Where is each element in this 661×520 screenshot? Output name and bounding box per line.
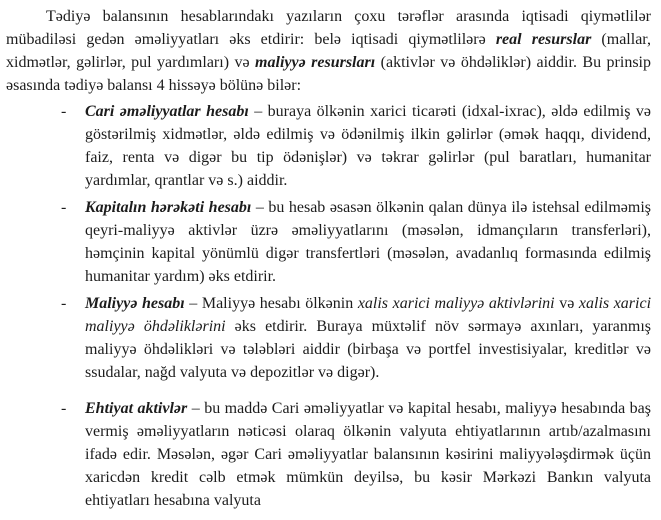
list-item-text: Maliyyə hesabı – Maliyyə hesabı ölkənin xalis xarici maliyyə aktivlərini və xalis xarici maliyyə öhdəliklərini əks etdirir. Buraya müxtəlif növ sərmayə axınları, yaranmış maliyyə öhdəlikləri və tələbləri aiddir (birbaşa və portfel investisiyalar, kreditlər və ssudalar, nağd valyuta və depozitlər və digər). (85, 295, 652, 381)
list-item-ehtiyat-aktivler (61, 397, 651, 512)
bullet-dash-icon: - (61, 199, 67, 216)
intro-paragraph: Tədiyə balansının hesablarındakı yazıların çoxu tərəflər arasında iqtisadi qiymətlilər mübadiləsi gedən əməliyyatları əks etdirir: belə iqtisadi qiymətlilərə real resurslar (mallar, xidmətlər, gəlirlər, pul yardımları) və maliyyə resursları (aktivlər və öhdəliklər) aiddir. Bu prinsip əsasında tədiyə balansı 4 hissəyə bölünə bilər: (6, 8, 651, 94)
bullet-list (6, 100, 651, 512)
bullet-dash-icon: - (61, 295, 67, 312)
list-item-cari-emeliyyatlar (61, 100, 652, 192)
list-item-text: Cari əməliyyatlar hesabı – buraya ölkənin xarici ticarəti (idxal-ixrac), əldə edilmiş və göstərilmiş xidmətlər, əldə edilmiş və ödənilmiş ilkin gəlirlər (əmək haqqı, dividend, faiz, renta və digər bu tip ödənişlər) və təkrar gəlirlər (pul baratları, humanitar yardımlar, qrantlar və s.) aiddir. (85, 103, 652, 189)
list-item-text: Kapitalın hərəkəti hesabı – bu hesab əsasən ölkənin qalan dünya ilə istehsal edilməmiş qeyri-maliyyə aktivlər üzrə əməliyyatlarını (məsələn, idmançıların transferləri), həmçinin kapital yönümlü digər transfertləri (məsələn, avadanlıq formasında edilmiş humanitar yardım) əks etdirir. (85, 199, 651, 285)
list-item-kapitalin-herekti (61, 196, 651, 288)
bullet-dash-icon: - (61, 103, 67, 120)
list-item-text: Ehtiyat aktivlər – bu maddə Cari əməliyyatlar və kapital hesabı, maliyyə hesabında baş vermiş əməliyyatların nəticəsi olaraq ölkənin valyuta ehtiyatlarının artıb/azalmasını ifadə edir. Məsələn, əgər Cari əməliyyatlar balansının kəsirini maliyyələşdirmək üçün xaricdən kredit cəlb etmək mümkün deyilsə, bu kəsir Mərkəzi Bankın valyuta ehtiyatları hesabına valyuta (85, 400, 651, 509)
bullet-dash-icon: - (61, 400, 67, 417)
list-item-maliyye-hesabi (61, 292, 652, 384)
